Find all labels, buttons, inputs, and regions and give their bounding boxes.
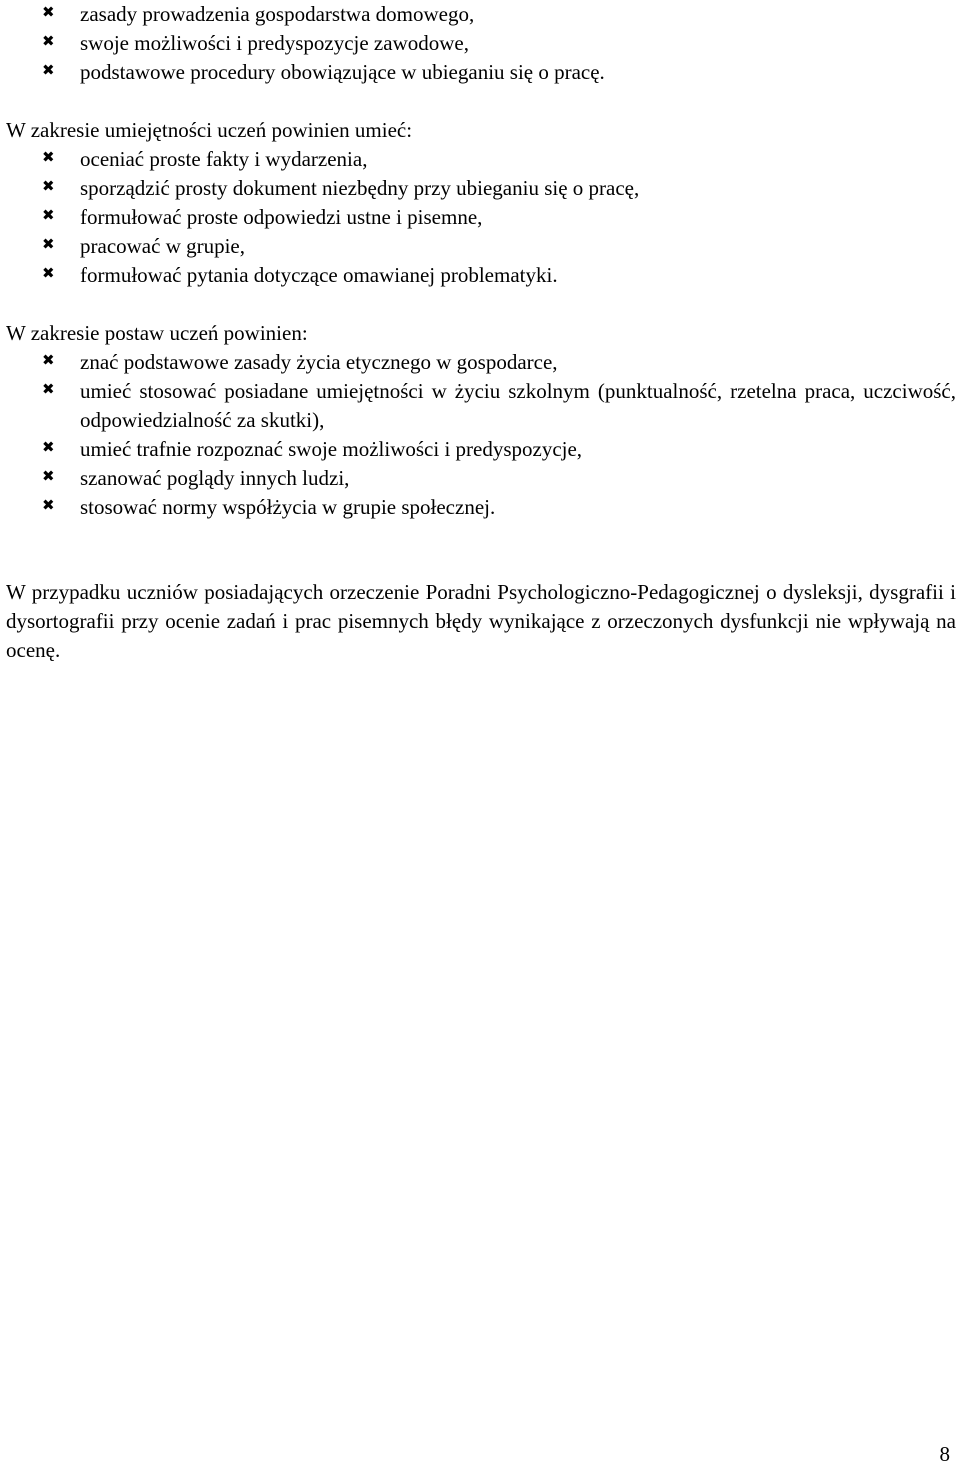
skills-intro: W zakresie umiejętności uczeń powinien umieć: — [6, 118, 413, 142]
list-item-text: oceniać proste fakty i wydarzenia, — [80, 147, 368, 171]
x-mark-icon: ✖ — [42, 235, 55, 253]
skills-bullet-list — [6, 145, 956, 290]
top-list-section — [6, 0, 956, 87]
page-number: 8 — [939, 1442, 950, 1466]
attitudes-bullet-list — [6, 348, 956, 522]
note-paragraph: W przypadku uczniów posiadających orzeczenie Poradni Psychologiczno-Pedagogicznej o dysleksji, dysgrafii i dysortografii przy ocenie zadań i prac pisemnych błędy wynikające z orzeczonych dysfunkcji nie wpływają na ocenę. — [6, 580, 956, 662]
list-item — [6, 232, 956, 261]
x-mark-icon: ✖ — [42, 3, 55, 21]
list-item-text: sporządzić prosty dokument niezbędny przy ubieganiu się o pracę, — [80, 176, 640, 200]
list-item — [6, 435, 956, 464]
list-item-text: pracować w grupie, — [80, 234, 246, 258]
list-item-text: stosować normy współżycia w grupie społecznej. — [80, 495, 496, 519]
list-item-text: formułować proste odpowiedzi ustne i pisemne, — [80, 205, 483, 229]
x-mark-icon: ✖ — [42, 438, 55, 456]
x-mark-icon: ✖ — [42, 467, 55, 485]
list-item — [6, 377, 956, 435]
list-item-text: podstawowe procedury obowiązujące w ubieganiu się o pracę. — [80, 60, 605, 84]
list-item — [6, 348, 956, 377]
top-bullet-list — [6, 0, 956, 87]
list-item-text: znać podstawowe zasady życia etycznego w gospodarce, — [80, 350, 558, 374]
list-item-text: zasady prowadzenia gospodarstwa domowego, — [80, 2, 475, 26]
attitudes-intro: W zakresie postaw uczeń powinien: — [6, 321, 308, 345]
list-item — [6, 493, 956, 522]
list-item-text: formułować pytania dotyczące omawianej problematyki. — [80, 263, 558, 287]
list-item — [6, 58, 956, 87]
x-mark-icon: ✖ — [42, 32, 55, 50]
x-mark-icon: ✖ — [42, 380, 55, 398]
list-item — [6, 261, 956, 290]
note-section — [6, 578, 956, 665]
list-item-text: szanować poglądy innych ludzi, — [80, 466, 350, 490]
x-mark-icon: ✖ — [42, 351, 55, 369]
x-mark-icon: ✖ — [42, 61, 55, 79]
list-item-text: umieć stosować posiadane umiejętności w życiu szkolnym (punktualność, rzetelna praca, uczciwość, odpowiedzialność za skutki), — [80, 379, 956, 432]
list-item — [6, 464, 956, 493]
list-item — [6, 0, 956, 29]
x-mark-icon: ✖ — [42, 264, 55, 282]
x-mark-icon: ✖ — [42, 148, 55, 166]
x-mark-icon: ✖ — [42, 496, 55, 514]
list-item — [6, 174, 956, 203]
skills-section — [6, 116, 956, 290]
list-item-text: swoje możliwości i predyspozycje zawodowe, — [80, 31, 469, 55]
list-item — [6, 145, 956, 174]
list-item — [6, 203, 956, 232]
list-item-text: umieć trafnie rozpoznać swoje możliwości i predyspozycje, — [80, 437, 583, 461]
list-item — [6, 29, 956, 58]
attitudes-section — [6, 319, 956, 522]
x-mark-icon: ✖ — [42, 177, 55, 195]
x-mark-icon: ✖ — [42, 206, 55, 224]
